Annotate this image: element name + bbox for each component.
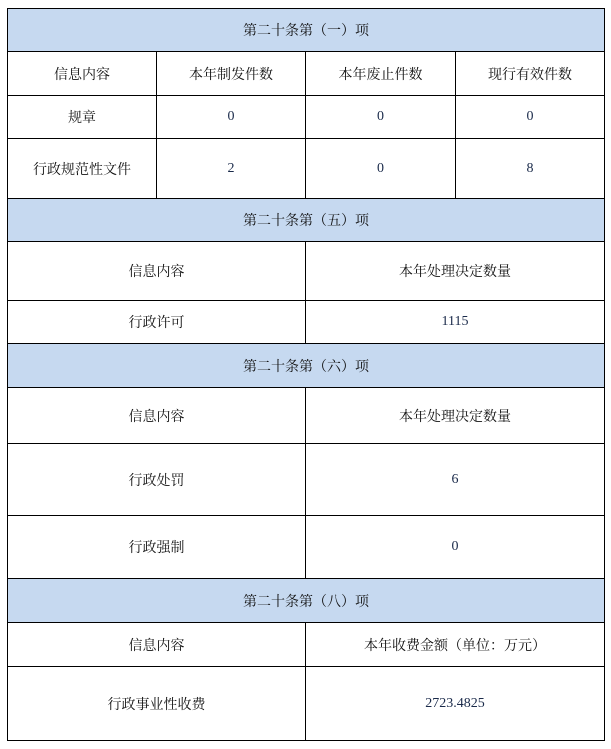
cell-value: 0 — [306, 96, 456, 139]
section-title: 第二十条第（六）项 — [8, 344, 605, 388]
column-header: 本年处理决定数量 — [306, 242, 605, 301]
column-header: 信息内容 — [8, 52, 157, 96]
row-label: 行政规范性文件 — [8, 139, 157, 199]
section-title: 第二十条第（八）项 — [8, 579, 605, 623]
cell-value: 2723.4825 — [306, 667, 605, 741]
column-header: 信息内容 — [8, 388, 306, 444]
cell-value: 2 — [157, 139, 306, 199]
cell-value: 0 — [157, 96, 306, 139]
row-label: 行政事业性收费 — [8, 667, 306, 741]
cell-value: 0 — [306, 139, 456, 199]
column-header: 本年废止件数 — [306, 52, 456, 96]
column-header: 本年处理决定数量 — [306, 388, 605, 444]
section-title: 第二十条第（五）项 — [8, 199, 605, 242]
disclosure-table — [7, 8, 605, 741]
cell-value: 1115 — [306, 301, 605, 344]
column-header: 信息内容 — [8, 623, 306, 667]
column-header: 本年收费金额（单位：万元） — [306, 623, 605, 667]
section-title: 第二十条第（一）项 — [8, 9, 605, 52]
column-header: 本年制发件数 — [157, 52, 306, 96]
row-label: 规章 — [8, 96, 157, 139]
column-header: 现行有效件数 — [456, 52, 605, 96]
cell-value: 0 — [306, 516, 605, 579]
row-label: 行政许可 — [8, 301, 306, 344]
row-label: 行政强制 — [8, 516, 306, 579]
row-label: 行政处罚 — [8, 444, 306, 516]
column-header: 信息内容 — [8, 242, 306, 301]
cell-value: 6 — [306, 444, 605, 516]
cell-value: 8 — [456, 139, 605, 199]
cell-value: 0 — [456, 96, 605, 139]
